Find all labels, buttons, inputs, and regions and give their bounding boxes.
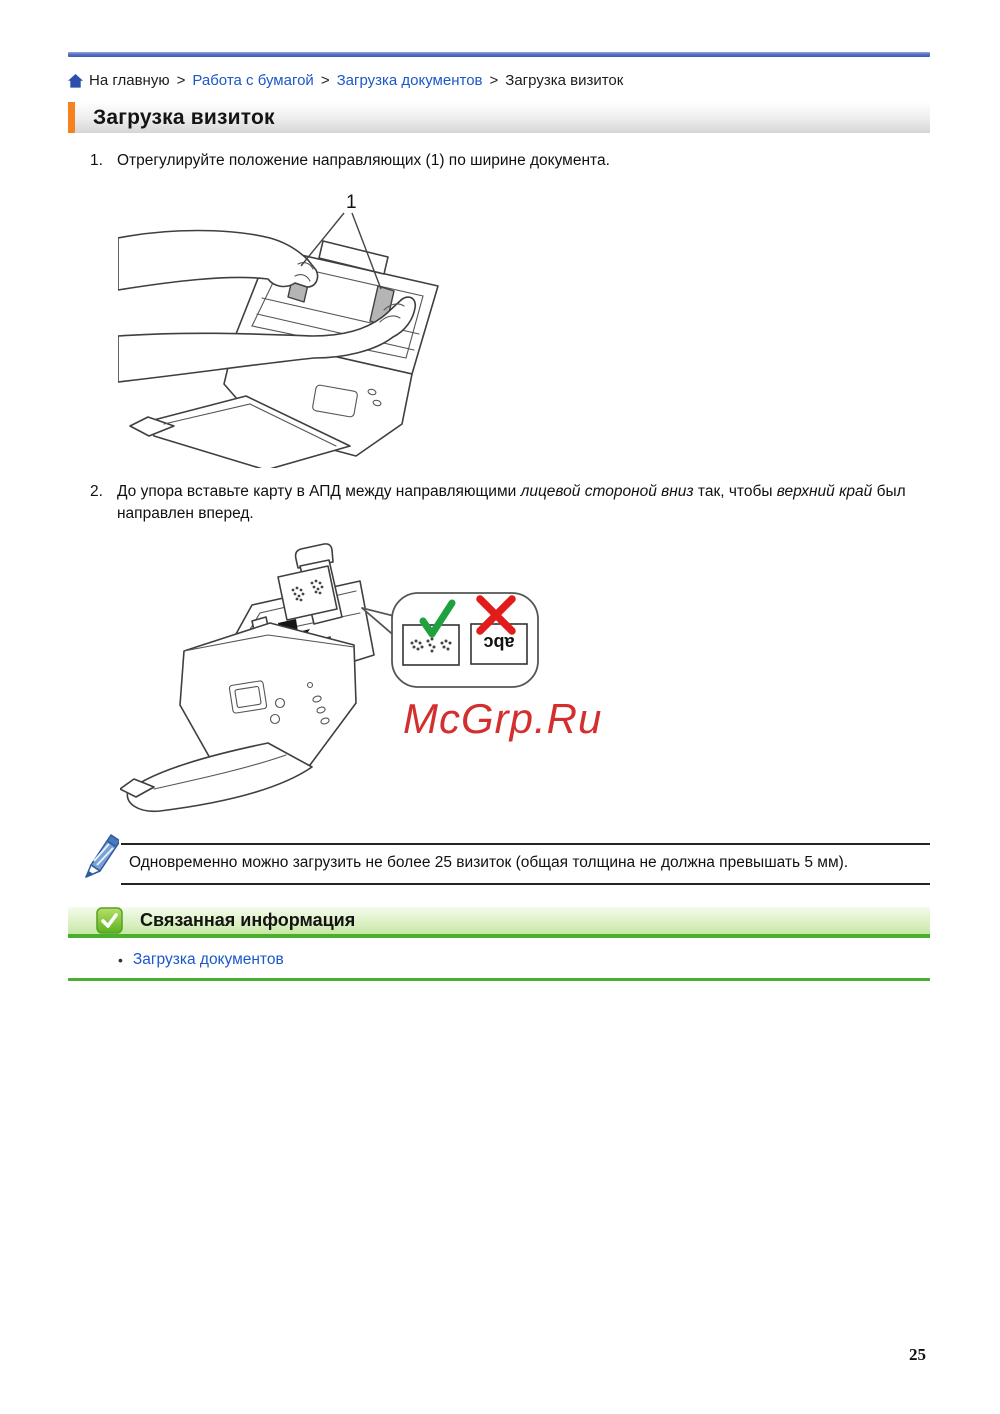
breadcrumb-link-paper-handling[interactable]: Работа с бумагой xyxy=(192,72,314,89)
related-link-item xyxy=(118,951,930,969)
page-number: 25 xyxy=(909,1345,926,1364)
breadcrumb-separator: > xyxy=(489,72,499,89)
step-2-text xyxy=(117,481,930,525)
bottom-green-divider xyxy=(68,978,930,981)
content-column xyxy=(68,0,930,981)
top-divider xyxy=(68,52,930,57)
related-link-load-documents[interactable]: Загрузка документов xyxy=(132,951,284,968)
step-2-text-part: так, чтобы xyxy=(693,483,777,500)
breadcrumb-separator: > xyxy=(176,72,186,89)
figure-insert-card xyxy=(120,535,660,815)
related-links-list xyxy=(68,938,930,978)
title-accent-bar xyxy=(68,102,75,133)
home-icon[interactable] xyxy=(68,74,83,88)
note-text: Одновременно можно загрузить не более 25 визиток (общая толщина не должна превышать 5 мм). xyxy=(121,843,930,885)
step-2-number: 2. xyxy=(90,483,103,500)
step-1 xyxy=(68,150,930,172)
breadcrumb-link-load-documents[interactable]: Загрузка документов xyxy=(336,72,483,89)
watermark: McGrp.Ru xyxy=(403,695,603,742)
step-2-text-part: был направлен вперед. xyxy=(117,483,906,522)
breadcrumb-home-link[interactable]: На главную xyxy=(89,72,170,89)
step-2 xyxy=(68,481,930,525)
breadcrumb-separator: > xyxy=(320,72,330,89)
related-information-section xyxy=(68,907,930,981)
step-1-number: 1. xyxy=(90,152,103,169)
breadcrumb-current-page: Загрузка визиток xyxy=(505,72,624,89)
page-title: Загрузка визиток xyxy=(93,105,275,129)
step-1-text: Отрегулируйте положение направляющих (1) по ширине документа. xyxy=(117,152,610,169)
bullet: • xyxy=(118,952,123,968)
figure-callout-label: 1 xyxy=(346,192,357,213)
wrong-card-text: abc xyxy=(483,633,515,653)
breadcrumb xyxy=(68,72,930,89)
figure-adjust-guides xyxy=(118,186,478,468)
step-2-text-part: До упора вставьте карту в АПД между направляющими xyxy=(117,483,521,500)
step-2-italic-face-down: лицевой стороной вниз xyxy=(520,483,694,500)
related-information-title: Связанная информация xyxy=(140,910,356,930)
pencil-icon xyxy=(83,834,119,885)
note-block xyxy=(68,843,930,885)
step-2-italic-top-edge: верхний край xyxy=(776,483,873,500)
page-title-bar xyxy=(68,102,930,133)
related-information-header xyxy=(68,907,930,938)
check-badge-icon xyxy=(96,907,123,934)
